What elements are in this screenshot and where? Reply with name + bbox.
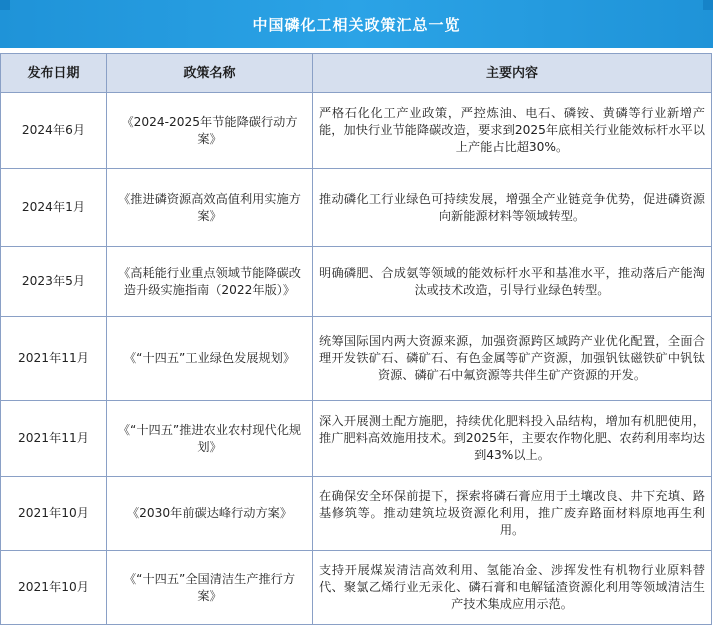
table-row bbox=[1, 169, 712, 247]
row-policy-name: 《“十四五”工业绿色发展规划》 bbox=[107, 317, 313, 401]
policy-table bbox=[0, 53, 712, 625]
corner-decoration bbox=[0, 0, 10, 10]
row-date: 2021年10月 bbox=[1, 551, 107, 625]
row-policy-name: 《2024-2025年节能降碳行动方案》 bbox=[107, 93, 313, 169]
table-title: 中国磷化工相关政策汇总一览 bbox=[0, 0, 713, 48]
row-date: 2023年5月 bbox=[1, 247, 107, 317]
header-date: 发布日期 bbox=[1, 54, 107, 93]
table-row bbox=[1, 401, 712, 477]
row-content: 明确磷肥、合成氨等领域的能效标杆水平和基准水平，推动落后产能淘汰或技术改造，引导行业绿色转型。 bbox=[313, 247, 712, 317]
header-row bbox=[1, 54, 712, 93]
row-date: 2021年11月 bbox=[1, 317, 107, 401]
table-row bbox=[1, 551, 712, 625]
row-content: 深入开展测土配方施肥，持续优化肥料投入品结构，增加有机肥使用，推广肥料高效施用技术。到2025年，主要农作物化肥、农药利用率均达到43%以上。 bbox=[313, 401, 712, 477]
header-content: 主要内容 bbox=[313, 54, 712, 93]
row-content: 严格石化化工产业政策，严控炼油、电石、磷铵、黄磷等行业新增产能，加快行业节能降碳改造，要求到2025年底相关行业能效标杆水平以上产能占比超30%。 bbox=[313, 93, 712, 169]
row-policy-name: 《“十四五”全国清洁生产推行方案》 bbox=[107, 551, 313, 625]
row-policy-name: 《2030年前碳达峰行动方案》 bbox=[107, 477, 313, 551]
table-row bbox=[1, 317, 712, 401]
row-policy-name: 《推进磷资源高效高值利用实施方案》 bbox=[107, 169, 313, 247]
header-name: 政策名称 bbox=[107, 54, 313, 93]
row-content: 支持开展煤炭清洁高效利用、氢能冶金、涉挥发性有机物行业原料替代、聚氯乙烯行业无汞化、磷石膏和电解锰渣资源化利用等领域清洁生产技术集成应用示范。 bbox=[313, 551, 712, 625]
row-policy-name: 《“十四五”推进农业农村现代化规划》 bbox=[107, 401, 313, 477]
row-content: 在确保安全环保前提下，探索将磷石膏应用于土壤改良、井下充填、路基修筑等。推动建筑垃圾资源化利用，推广废弃路面材料原地再生利用。 bbox=[313, 477, 712, 551]
table-row bbox=[1, 477, 712, 551]
row-date: 2024年1月 bbox=[1, 169, 107, 247]
table-row bbox=[1, 93, 712, 169]
row-date: 2024年6月 bbox=[1, 93, 107, 169]
row-date: 2021年10月 bbox=[1, 477, 107, 551]
row-content: 推动磷化工行业绿色可持续发展，增强全产业链竞争优势，促进磷资源向新能源材料等领域转型。 bbox=[313, 169, 712, 247]
row-policy-name: 《高耗能行业重点领域节能降碳改造升级实施指南（2022年版）》 bbox=[107, 247, 313, 317]
row-date: 2021年11月 bbox=[1, 401, 107, 477]
corner-decoration bbox=[703, 0, 713, 10]
table-row bbox=[1, 247, 712, 317]
row-content: 统筹国际国内两大资源来源，加强资源跨区域跨产业优化配置，全面合理开发铁矿石、磷矿石、有色金属等矿产资源，加强钒钛磁铁矿中钒钛资源、磷矿石中氟资源等共伴生矿产资源的开发。 bbox=[313, 317, 712, 401]
